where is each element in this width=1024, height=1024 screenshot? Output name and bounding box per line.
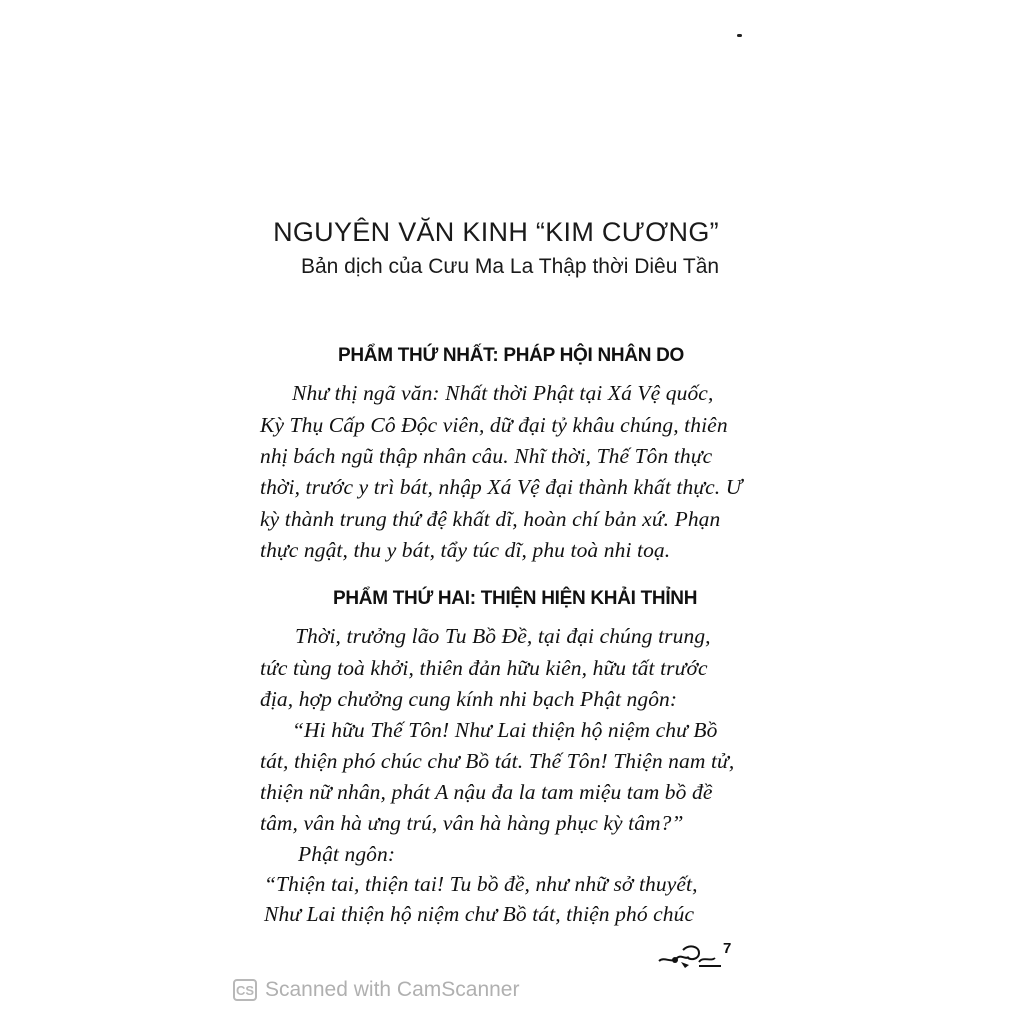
body-line: thực ngật, thu y bát, tẩy túc dĩ, phu toà nhi toạ.	[260, 538, 671, 562]
body-line: Kỳ Thụ Cấp Cô Độc viên, dữ đại tỷ khâu chúng, thiên	[260, 413, 728, 437]
body-line: nhị bách ngũ thập nhân câu. Nhĩ thời, Thế Tôn thực	[260, 444, 713, 468]
watermark-text: Scanned with CamScanner	[265, 978, 520, 1001]
body-line: Thời, trưởng lão Tu Bồ Đề, tại đại chúng trung,	[295, 624, 711, 648]
body-line: Như Lai thiện hộ niệm chư Bồ tát, thiện phó chúc	[264, 902, 695, 926]
body-line: thời, trước y trì bát, nhập Xá Vệ đại thành khất thực. Ư	[260, 475, 743, 499]
body-line: tức tùng toà khởi, thiên đản hữu kiên, hữu tất trước	[260, 656, 708, 680]
scan-speck	[737, 34, 742, 37]
body-line: tâm, vân hà ưng trú, vân hà hàng phục kỳ tâm?”	[260, 811, 684, 835]
body-line: thiện nữ nhân, phát A nậu đa la tam miệu tam bồ đề	[260, 780, 713, 804]
body-line: kỳ thành trung thứ đệ khất dĩ, hoàn chí bản xứ. Phạn	[260, 507, 721, 531]
page-title: NGUYÊN VĂN KINH “KIM CƯƠNG”	[273, 217, 719, 247]
body-line: tát, thiện phó chúc chư Bồ tát. Thế Tôn! Thiện nam tử,	[260, 749, 735, 773]
body-line: “Thiện tai, thiện tai! Tu bồ đề, như nhữ sở thuyết,	[264, 872, 698, 896]
body-line: Phật ngôn:	[298, 842, 396, 866]
camscanner-logo-icon: CS	[233, 979, 257, 1001]
body-line: Như thị ngã văn: Nhất thời Phật tại Xá Vệ quốc,	[292, 381, 714, 405]
camscanner-watermark	[233, 976, 519, 1004]
body-line: địa, hợp chưởng cung kính nhi bạch Phật ngôn:	[260, 687, 678, 711]
footer-ornament-icon	[655, 938, 745, 978]
page-subtitle: Bản dịch của Cưu Ma La Thập thời Diêu Tần	[300, 255, 720, 278]
page-number: 7	[723, 940, 732, 957]
section-heading-1: PHẨM THỨ NHẤT: PHÁP HỘI NHÂN DO	[338, 345, 685, 366]
body-line: “Hi hữu Thế Tôn! Như Lai thiện hộ niệm chư Bồ	[292, 718, 718, 742]
section-heading-2: PHẨM THỨ HAI: THIỆN HIỆN KHẢI THỈNH	[333, 588, 698, 609]
